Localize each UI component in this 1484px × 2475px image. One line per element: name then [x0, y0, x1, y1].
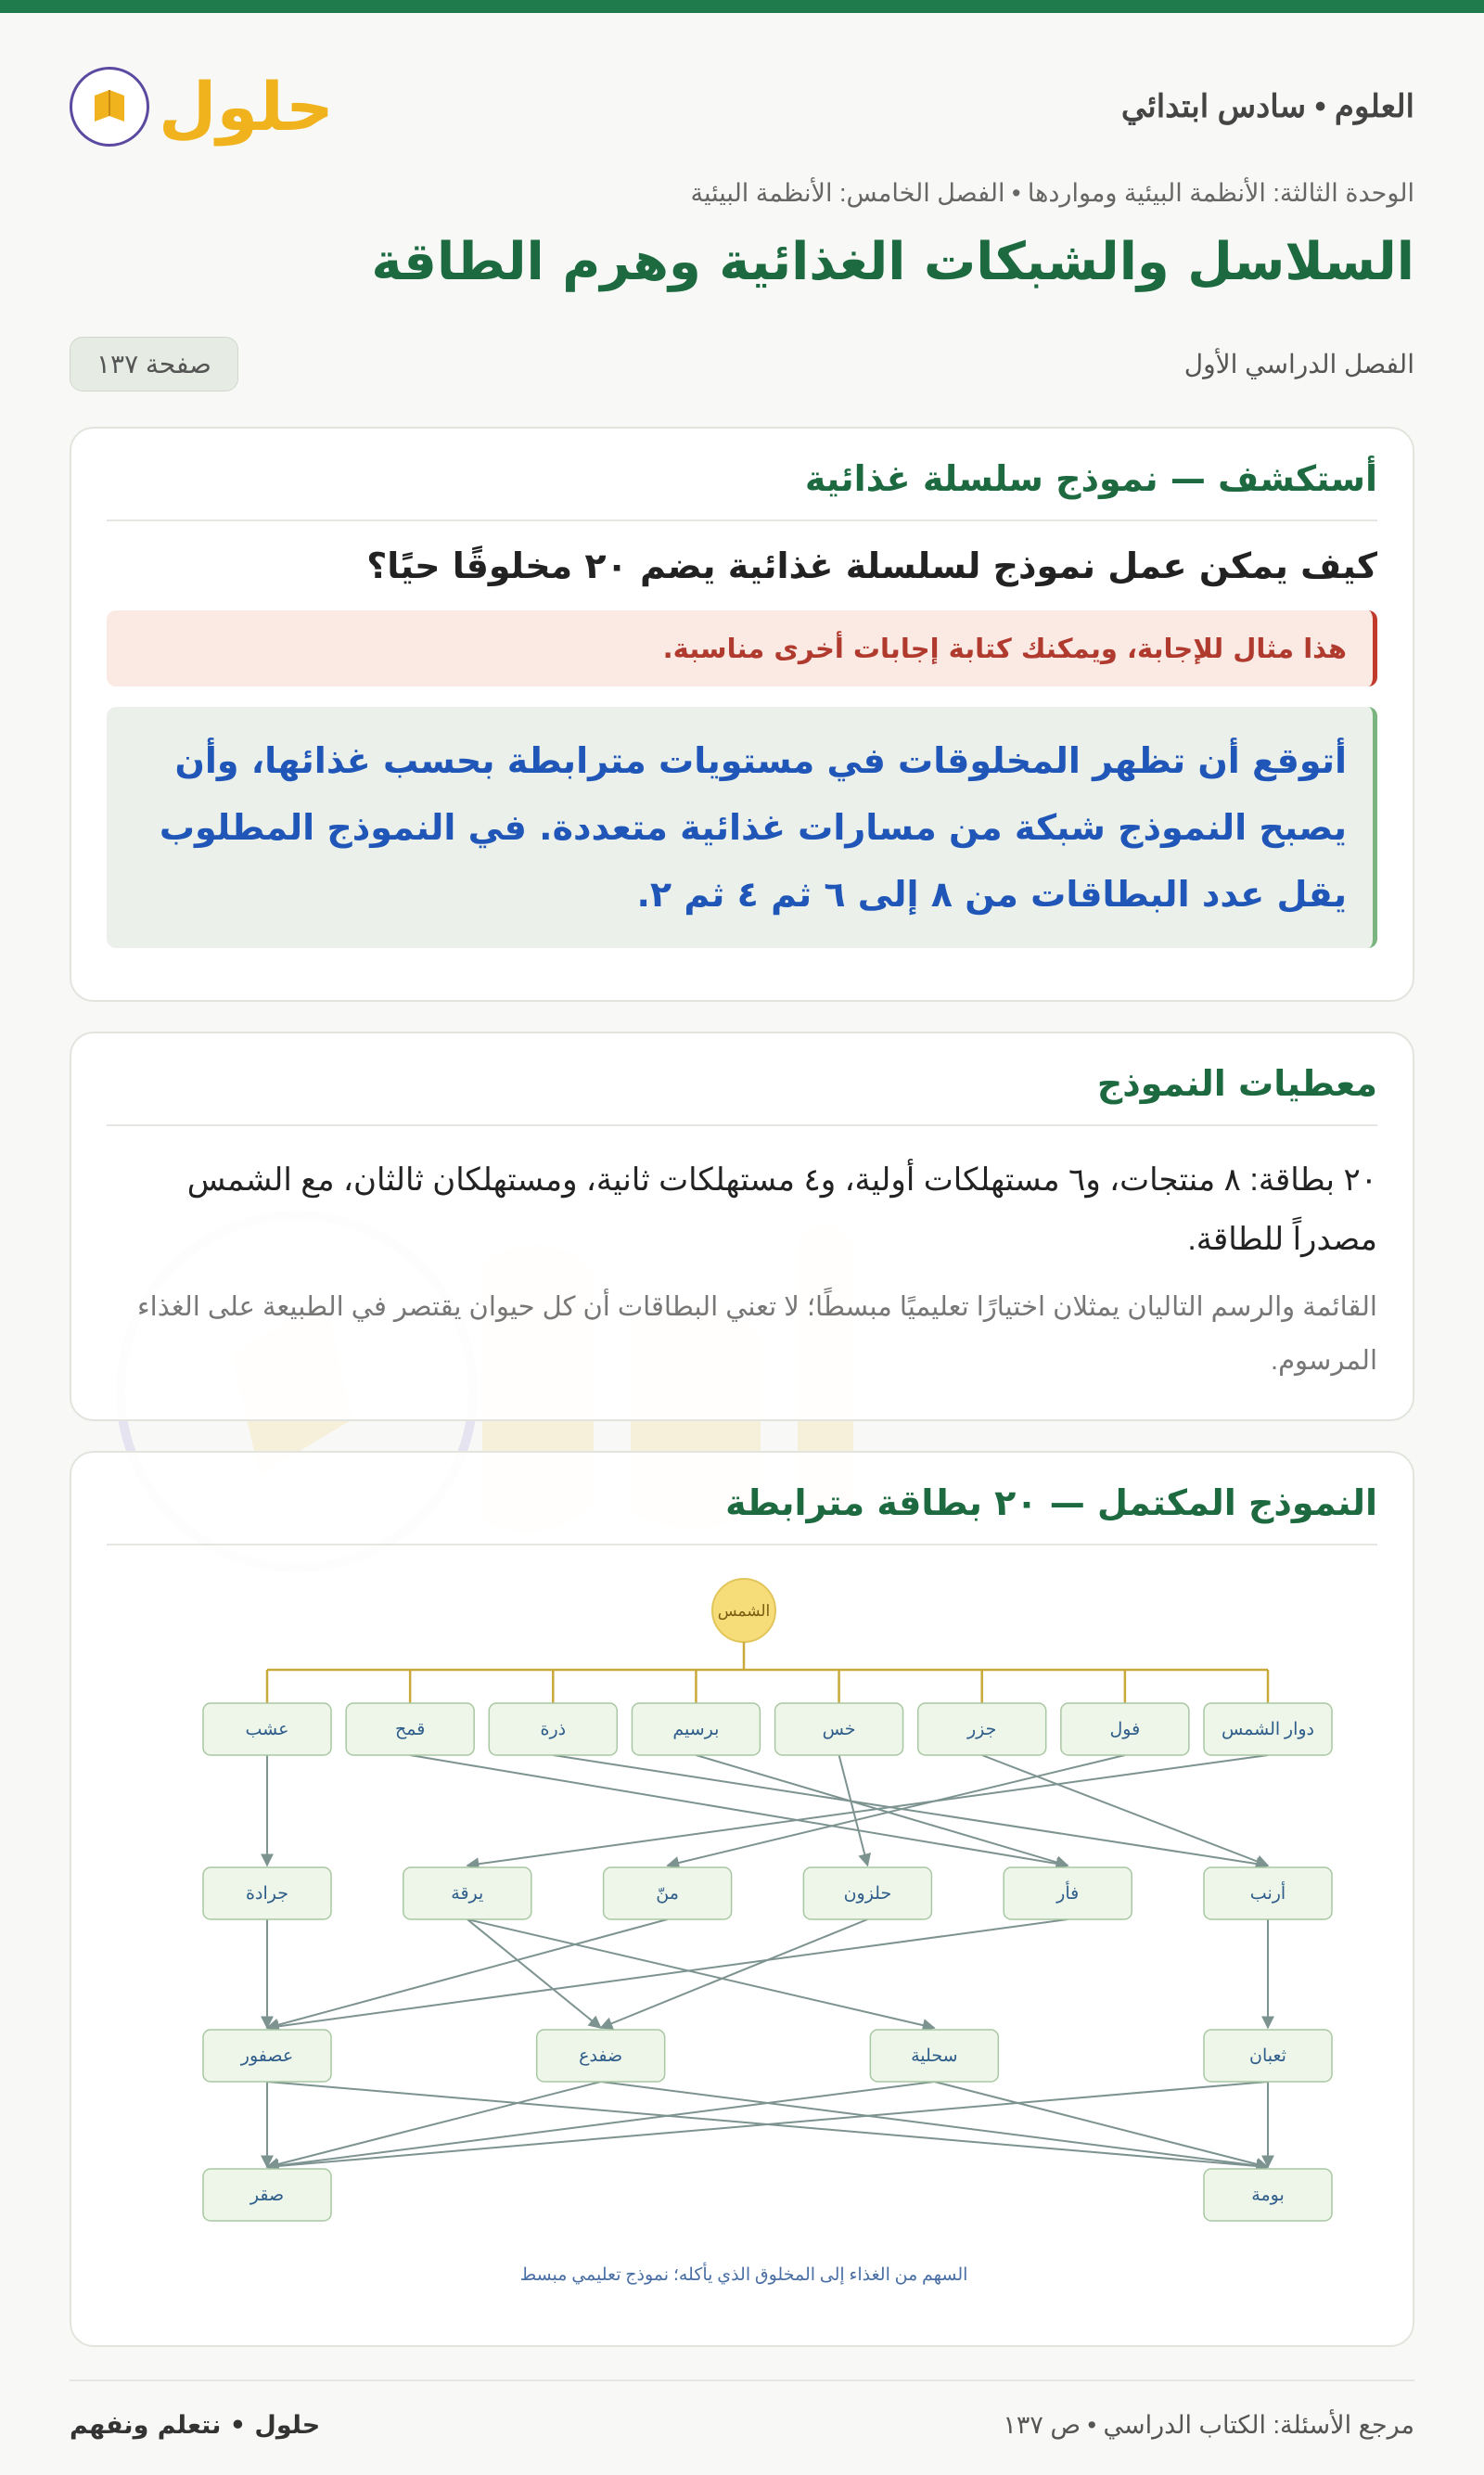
- footer-reference: مرجع الأسئلة: الكتاب الدراسي • ص ١٣٧: [1003, 2411, 1414, 2439]
- food-link-arrow: [267, 1919, 1068, 2028]
- sun-label: الشمس: [717, 1602, 771, 1620]
- page-header: [70, 56, 1414, 158]
- producer-card: [346, 1703, 474, 1755]
- primary-consumer-card: [803, 1867, 931, 1919]
- logo-wordmark: حلول: [159, 68, 334, 146]
- card-label: سحلية: [911, 2046, 958, 2066]
- meta-row: [70, 334, 1414, 393]
- page-title: السلاسل والشبكات الغذائية وهرم الطاقة: [371, 232, 1414, 292]
- given-note-text: القائمة والرسم التاليان يمثلان اختيارًا تعليميًا مبسطًا؛ لا تعني البطاقات أن كل حيوان يقتصر في الطبيعة على الغذاء المرسوم.: [137, 1292, 1377, 1376]
- breadcrumb: الوحدة الثالثة: الأنظمة البيئية ومواردها • الفصل الخامس: الأنظمة البيئية: [690, 179, 1414, 207]
- book-icon: [70, 67, 149, 147]
- card-label: دوار الشمس: [1221, 1720, 1315, 1739]
- food-link-arrow: [601, 1919, 868, 2028]
- explore-heading: أستكشف — نموذج سلسلة غذائية: [107, 458, 1377, 521]
- card-label: جرادة: [246, 1884, 288, 1904]
- card-label: صقر: [249, 2186, 285, 2205]
- food-link-arrow: [934, 2082, 1268, 2167]
- card-label: منّ: [656, 1884, 679, 1904]
- card-label: حلزون: [843, 1884, 892, 1904]
- primary-consumer-card: [203, 1867, 331, 1919]
- food-link-arrow: [601, 2082, 1268, 2167]
- subject-grade: العلوم • سادس ابتدائي: [1120, 89, 1414, 124]
- card-label: عشب: [245, 1720, 289, 1739]
- card-label: برسيم: [672, 1720, 720, 1739]
- brand-logo[interactable]: [70, 67, 334, 147]
- primary-consumer-card: [403, 1867, 531, 1919]
- tertiary-consumer-card: [1204, 2169, 1332, 2221]
- primary-consumer-card: [1204, 1867, 1332, 1919]
- primary-consumer-card: [1004, 1867, 1132, 1919]
- food-link-arrow: [553, 1755, 1268, 1866]
- secondary-consumer-card: [203, 2030, 331, 2082]
- card-label: فول: [1109, 1720, 1141, 1739]
- footer-brand: حلول • نتعلم ونفهم: [70, 2411, 321, 2440]
- card-label: فأر: [1056, 1884, 1080, 1904]
- diagram-caption: السهم من الغذاء إلى المخلوق الذي يأكله؛ نموذج تعليمي مبسط: [519, 2265, 968, 2285]
- producer-card: [918, 1703, 1046, 1755]
- primary-consumer-card: [604, 1867, 732, 1919]
- secondary-consumer-card: [870, 2030, 998, 2082]
- card-label: يرقة: [451, 1884, 484, 1904]
- card-label: ضفدع: [579, 2046, 623, 2066]
- explore-answer: أتوقع أن تظهر المخلوقات في مستويات مترابطة بحسب غذائها، وأن يصبح النموذج شبكة من مسارات غذائية متعددة. في النموذج المطلوب يقل عدد البطاقات من ٨ إلى ٦ ثم ٤ ثم ٢.: [107, 707, 1377, 948]
- producer-card: [775, 1703, 903, 1755]
- card-label: قمح: [394, 1720, 426, 1739]
- top-accent-bar: [0, 0, 1484, 13]
- producer-card: [1204, 1703, 1332, 1755]
- producer-card: [1061, 1703, 1189, 1755]
- card-label: جزر: [967, 1720, 997, 1739]
- producer-card: [632, 1703, 760, 1755]
- food-link-arrow: [696, 1755, 1068, 1866]
- secondary-consumer-card: [537, 2030, 665, 2082]
- explore-card: [70, 427, 1414, 1002]
- producer-card: [203, 1703, 331, 1755]
- tertiary-consumer-card: [203, 2169, 331, 2221]
- given-card: [70, 1032, 1414, 1421]
- food-link-arrow: [267, 1919, 668, 2028]
- given-main-text: ٢٠ بطاقة: ٨ منتجات، و٦ مستهلكات أولية، و٤ مستهلكات ثانية، ومستهلكان ثالثان، مع الشمس مصدراً للطاقة.: [186, 1162, 1377, 1257]
- secondary-consumer-card: [1204, 2030, 1332, 2082]
- food-link-arrow: [467, 1919, 935, 2028]
- card-label: ذرة: [540, 1720, 567, 1739]
- explore-question: كيف يمكن عمل نموذج لسلسلة غذائية يضم ٢٠ مخلوقًا حيًا؟: [366, 545, 1377, 586]
- model-heading: النموذج المكتمل — ٢٠ بطاقة مترابطة: [107, 1482, 1377, 1545]
- card-label: عصفور: [240, 2046, 294, 2066]
- food-link-arrow: [467, 1755, 1268, 1866]
- card-label: أرنب: [1249, 1884, 1286, 1904]
- card-label: خس: [822, 1720, 856, 1739]
- card-label: ثعبان: [1249, 2046, 1286, 2066]
- page-number-badge: صفحة ١٣٧: [70, 337, 238, 391]
- card-label: بومة: [1251, 2186, 1285, 2205]
- food-web-diagram: [107, 1573, 1381, 2315]
- page-footer: [70, 2379, 1414, 2440]
- food-link-arrow: [267, 2082, 601, 2167]
- model-card: [70, 1451, 1414, 2347]
- food-link-arrow: [267, 2082, 934, 2167]
- producer-card: [489, 1703, 617, 1755]
- food-link-arrow: [982, 1755, 1268, 1866]
- given-heading: معطيات النموذج: [107, 1063, 1377, 1126]
- answer-note: هذا مثال للإجابة، ويمكنك كتابة إجابات أخرى مناسبة.: [107, 610, 1377, 686]
- semester-label: الفصل الدراسي الأول: [1183, 349, 1414, 378]
